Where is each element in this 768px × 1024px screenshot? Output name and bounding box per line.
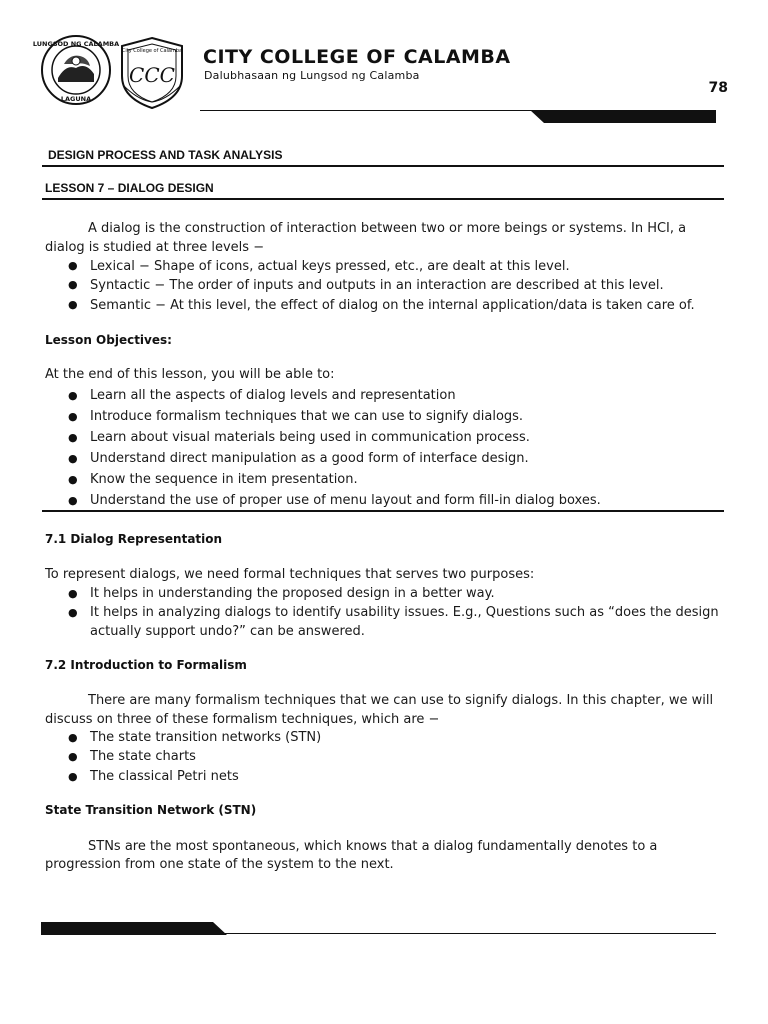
bullet-icon: ● bbox=[68, 259, 78, 272]
objectives-rule bbox=[42, 510, 724, 512]
bullet-icon: ● bbox=[68, 770, 78, 783]
stn-heading: State Transition Network (STN) bbox=[45, 803, 257, 817]
seal-left-text: LUNGSOD NG CALAMBA bbox=[32, 40, 120, 48]
objective-item: Learn about visual materials being used in communication process. bbox=[90, 430, 530, 445]
bullet-icon: ● bbox=[68, 750, 78, 763]
objective-item: Know the sequence in item presentation. bbox=[90, 472, 358, 487]
bullet-icon: ● bbox=[68, 731, 78, 744]
formalism-bullet: The state transition networks (STN) bbox=[90, 730, 322, 745]
header-tab bbox=[530, 110, 716, 123]
formalism-line-1: There are many formalism techniques that we can use to signify dialogs. In this chapter, we will bbox=[88, 693, 714, 708]
intro-line-2: dialog is studied at three levels − bbox=[45, 240, 265, 255]
objective-item: Introduce formalism techniques that we can use to signify dialogs. bbox=[90, 409, 524, 424]
header-rule bbox=[200, 110, 540, 111]
formalism-bullet: The state charts bbox=[90, 749, 196, 764]
intro-bullet: Semantic − At this level, the effect of dialog on the internal application/data is taken care of. bbox=[90, 298, 695, 313]
footer-rule bbox=[220, 933, 716, 934]
formalism-heading: 7.2 Introduction to Formalism bbox=[45, 658, 247, 672]
section-rule bbox=[42, 165, 724, 167]
seal-right-initials: CCC bbox=[129, 63, 175, 87]
bullet-icon: ● bbox=[68, 389, 78, 402]
objectives-heading: Lesson Objectives: bbox=[45, 333, 172, 347]
section-title: DESIGN PROCESS AND TASK ANALYSIS bbox=[48, 148, 283, 162]
lesson-title: LESSON 7 – DIALOG DESIGN bbox=[45, 181, 214, 195]
college-subtitle: Dalubhasaan ng Lungsod ng Calamba bbox=[204, 69, 420, 82]
stn-line-2: progression from one state of the system to the next. bbox=[45, 857, 394, 872]
footer-tab bbox=[41, 922, 227, 935]
dialog-rep-bullet: It helps in analyzing dialogs to identify usability issues. E.g., Questions such as “does the design bbox=[90, 605, 719, 620]
dialog-rep-lead: To represent dialogs, we need formal techniques that serves two purposes: bbox=[45, 567, 535, 582]
college-shield-logo bbox=[118, 36, 186, 110]
bullet-icon: ● bbox=[68, 278, 78, 291]
formalism-bullet: The classical Petri nets bbox=[90, 769, 239, 784]
dialog-rep-heading: 7.1 Dialog Representation bbox=[45, 532, 223, 546]
dialog-rep-bullet: It helps in understanding the proposed design in a better way. bbox=[90, 586, 495, 601]
city-seal-logo bbox=[32, 34, 120, 106]
formalism-line-2: discuss on three of these formalism techniques, which are − bbox=[45, 712, 440, 727]
bullet-icon: ● bbox=[68, 494, 78, 507]
intro-bullet: Lexical − Shape of icons, actual keys pressed, etc., are dealt at this level. bbox=[90, 259, 570, 274]
seal-left-bottom: LAGUNA bbox=[60, 95, 92, 103]
bullet-icon: ● bbox=[68, 606, 78, 619]
lesson-rule bbox=[42, 198, 724, 200]
intro-bullet: Syntactic − The order of inputs and outputs in an interaction are described at this level. bbox=[90, 278, 664, 293]
dialog-rep-bullet-cont: actually support undo?” can be answered. bbox=[90, 624, 365, 639]
bullet-icon: ● bbox=[68, 587, 78, 600]
bullet-icon: ● bbox=[68, 410, 78, 423]
objective-item: Learn all the aspects of dialog levels and representation bbox=[90, 388, 456, 403]
bullet-icon: ● bbox=[68, 473, 78, 486]
stn-line-1: STNs are the most spontaneous, which knows that a dialog fundamentally denotes to a bbox=[88, 839, 658, 854]
bullet-icon: ● bbox=[68, 431, 78, 444]
seal-right-text: City College of Calamba bbox=[121, 48, 183, 54]
intro-line-1: A dialog is the construction of interaction between two or more beings or systems. In HCI, a bbox=[88, 221, 687, 236]
bullet-icon: ● bbox=[68, 298, 78, 311]
objective-item: Understand the use of proper use of menu layout and form fill-in dialog boxes. bbox=[90, 493, 601, 508]
college-name: CITY COLLEGE OF CALAMBA bbox=[203, 46, 511, 68]
page-number: 78 bbox=[708, 80, 728, 96]
objectives-lead: At the end of this lesson, you will be able to: bbox=[45, 367, 335, 382]
bullet-icon: ● bbox=[68, 452, 78, 465]
objective-item: Understand direct manipulation as a good form of interface design. bbox=[90, 451, 529, 466]
